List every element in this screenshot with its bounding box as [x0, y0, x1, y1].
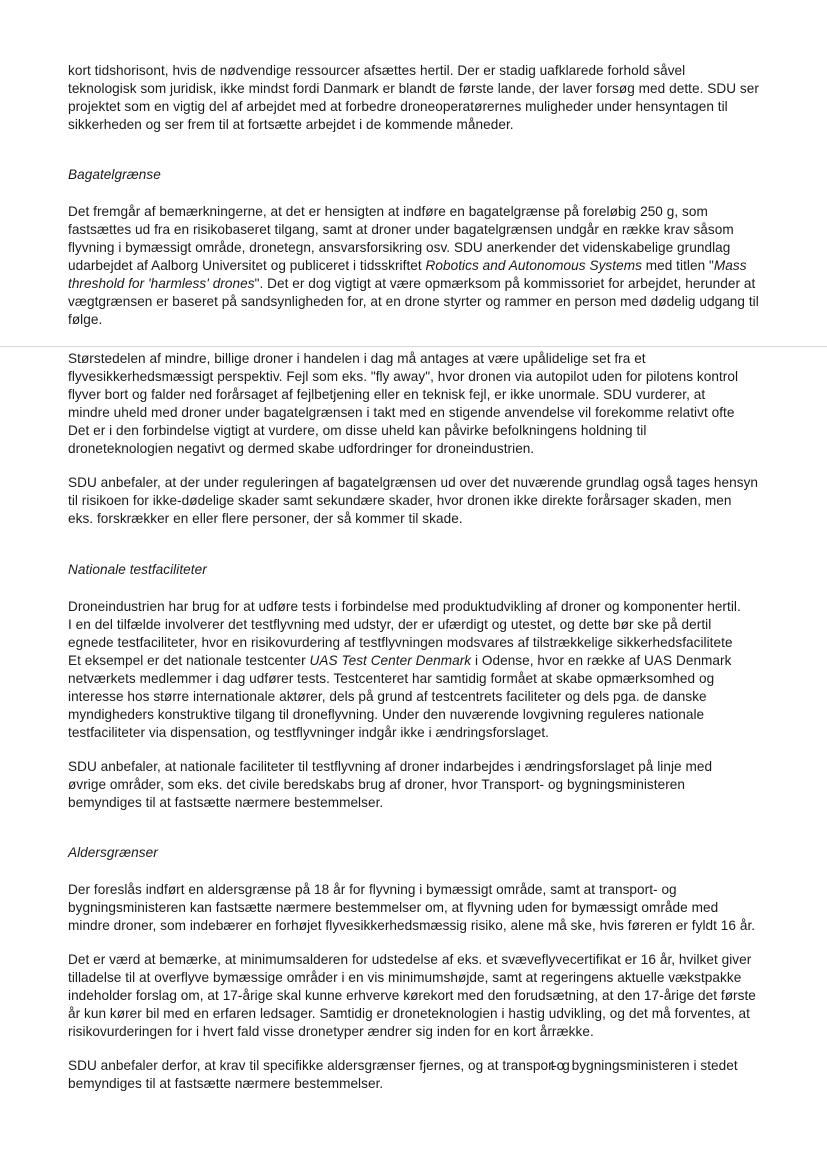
text-run: Et eksempel er det nationale testcenter	[68, 653, 310, 668]
text-run: ". Det er dog vigtigt at være opmærksom på kommissoriet for arbejdet, herunder at	[254, 276, 756, 291]
test-p1-line: I en del tilfælde involverer det testflyvning med udstyr, der er ufærdigt og utestet, og dette bør ske på dertil	[68, 617, 712, 632]
bagatel-p1-line: flyvning i bymæssigt område, dronetegn, ansvarsforsikring osv. SDU anerkender det videnskabelige grundlag	[68, 240, 731, 255]
alder-p1-line: mindre droner, som indebærer en forhøjet flyvesikkerhedsmæssig risiko, alene må ske, hvis føreren er fyldt 16 år.	[68, 918, 756, 933]
alder-p1-line: bygningsministeren kan fastsætte nærmere bestemmelser om, at flyvning uden for bymæssigt område med	[68, 900, 719, 915]
test-center-name: UAS Test Center Denmark	[309, 653, 472, 668]
article-title-start: Mass	[713, 258, 747, 273]
bagatel-p2-line: mindre uheld med droner under bagatelgrænsen i takt med en stigende anvendelse vil forekomme relativt ofte	[68, 405, 735, 420]
intro-line: kort tidshorisont, hvis de nødvendige ressourcer afsættes hertil. Der er stadig uafklarede forhold såvel	[68, 63, 686, 78]
test-p1-line: Droneindustrien har brug for at udføre tests i forbindelse med produktudvikling af droner og komponenter hertil.	[68, 599, 741, 614]
test-p2-line: bemyndiges til at fastsætte nærmere bestemmelser.	[68, 795, 384, 810]
bagatel-p1-line	[68, 275, 755, 293]
text-run: med titlen "	[641, 258, 714, 273]
alder-p2-line: tilladelse til at overflyve bymæssige områder i en vis minimumshøjde, samt at regeringens aktuelle vækstpakke	[68, 970, 742, 985]
alder-p3-line	[68, 1057, 738, 1075]
scan-artifact-line	[0, 346, 827, 347]
test-p1-line: myndigheders konstruktive tilgang til droneflyvning. Under den nuværende lovgivning reguleres nationale	[68, 707, 705, 722]
bagatel-p1-line: Det fremgår af bemærkningerne, at det er hensigten at indføre en bagatelgrænse på foreløbig 250 g, som	[68, 204, 708, 219]
bagatel-p1-line	[68, 257, 747, 275]
bagatel-p2-line: flyver bort og falder ned forårsaget af fejlbetjening eller en teknisk fejl, er ikke unormale. SDU vurderer, at	[68, 387, 706, 402]
alder-p2-line: år kun kører bil med en erfaren ledsager. Samtidig er droneteknologien i hastig udvikling, og det må forventes, at	[68, 1006, 750, 1021]
section-heading-alder: Aldersgrænser	[68, 845, 158, 860]
intro-line: sikkerheden og ser frem til at fortsætte arbejdet i de kommende måneder.	[68, 117, 514, 132]
article-title-end: threshold for 'harmless' drones	[68, 276, 255, 291]
test-p1-line: interesse hos større internationale aktører, dels på grund af testcentrets faciliteter og dels pga. de danske	[68, 689, 707, 704]
alder-p2-line: risikovurderingen for i hvert fald visse dronetyper ændrer sig inden for en kort årrække.	[68, 1024, 594, 1039]
bagatel-p1-line: følge.	[68, 312, 103, 327]
bagatel-p2-line: flyvesikkerhedsmæssigt perspektiv. Fejl som eks. "fly away", hvor dronen via autopilot uden for pilotens kontrol	[68, 369, 739, 384]
bagatel-p2-line: Størstedelen af mindre, billige droner i handelen i dag må antages at være upålidelige set fra et	[68, 351, 646, 366]
test-p1-line: testfaciliteter via dispensation, og testflyvninger indgår ikke i ændringsforslaget.	[68, 725, 549, 740]
section-heading-test: Nationale testfaciliteter	[68, 562, 207, 577]
bagatel-p3-line: SDU anbefaler, at der under reguleringen af bagatelgrænsen ud over det nuværende grundlag også tages hensyn	[68, 475, 759, 490]
intro-line: projektet som en vigtig del af arbejdet med at forbedre droneoperatørernes muligheder under hensyntagen til	[68, 99, 728, 114]
test-p2-line: SDU anbefaler, at nationale faciliteter til testflyvning af droner indarbejdes i ændringsforslaget på linje med	[68, 759, 713, 774]
alder-p2-line: Det er værd at bemærke, at minimumsalderen for udstedelse af eks. et svæveflyvecertifikat er 16 år, hvilket giver	[68, 952, 752, 967]
test-p1-line: netværkets medlemmer i dag udfører tests. Testcenteret har samtidig formået at skabe opmærksomhed og	[68, 671, 715, 686]
alder-p1-line: Der foreslås indført en aldersgrænse på 18 år for flyvning i bymæssigt område, samt at transport- og	[68, 882, 677, 897]
text-run: udarbejdet af Aalborg Universitet og publiceret i tidsskriftet	[68, 258, 426, 273]
test-p1-line	[68, 652, 731, 670]
intro-line: teknologisk som juridisk, ikke mindst fordi Danmark er blandt de første lande, der laver forsøg med dette. SDU ser	[68, 81, 759, 96]
alder-p3-line: bemyndiges til at fastsætte nærmere bestemmelser.	[68, 1076, 384, 1091]
text-run: i Odense, hvor en række af UAS Denmark	[471, 653, 732, 668]
bagatel-p1-line: fastsættes ud fra en risikobaseret tilgang, samt at droner under bagatelgrænsen undgår en række krav såsom	[68, 222, 734, 237]
bagatel-p2-line: Det er i den forbindelse vigtigt at vurdere, om disse uheld kan påvirke befolkningens holdning til	[68, 423, 647, 438]
bagatel-p3-line: til risikoen for ikke-dødelige skader samt sekundære skader, hvor dronen ikke direkte forårsager skaden, men	[68, 493, 732, 508]
text-run: bygningsministeren i stedet	[567, 1058, 738, 1073]
overprinted-text: rt- og	[548, 1058, 568, 1073]
section-heading-bagatel: Bagatelgrænse	[68, 167, 161, 182]
test-p2-line: øvrige områder, som eks. det civile beredskabs brug af droner, hvor Transport- og bygningsministeren	[68, 777, 686, 792]
alder-p2-line: indeholder forslag om, at 17-årige skal kunne erhverve kørekort med den forudsætning, at den 17-årige det første	[68, 988, 756, 1003]
test-p1-line: egnede testfaciliteter, hvor en risikovurdering af testflyvningen modsvares af tilstrækkelige sikkerhedsfacilitete	[68, 635, 733, 650]
bagatel-p3-line: eks. forskrækker en eller flere personer, der så kommer til skade.	[68, 511, 463, 526]
bagatel-p2-line: droneteknologien negativt og dermed skabe udfordringer for droneindustrien.	[68, 441, 535, 456]
text-run: SDU anbefaler derfor, at krav til specifikke aldersgrænser fjernes, og at transpo	[68, 1058, 549, 1073]
bagatel-p1-line: vægtgrænsen er baseret på sandsynligheden for, at en drone styrter og rammer en person med dødelig udgang til	[68, 294, 759, 309]
journal-title: Robotics and Autonomous Systems	[425, 258, 642, 273]
